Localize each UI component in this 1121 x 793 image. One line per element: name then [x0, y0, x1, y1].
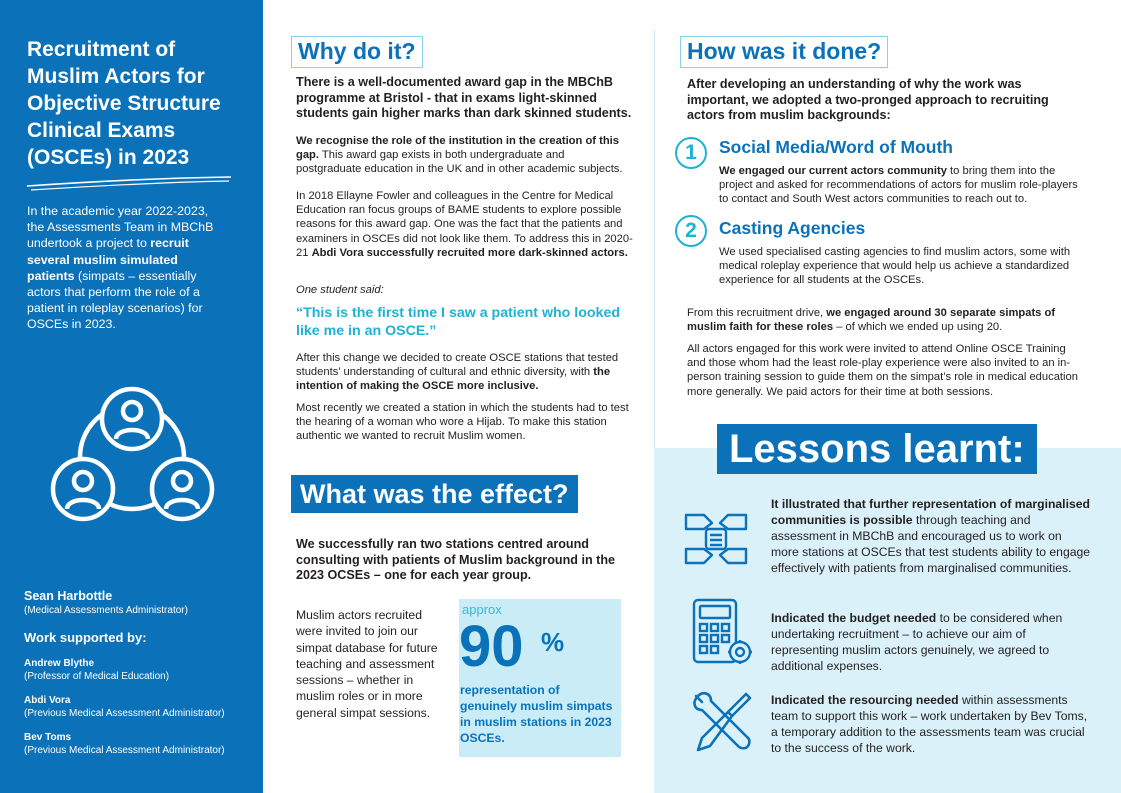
step-body: We used specialised casting agencies to find muslim actors, some with medical roleplay experience that would help us achieve a standardized experience for all students at the OSCEs.	[719, 246, 1071, 287]
step-number: 2	[675, 215, 707, 247]
effect-body: Muslim actors recruited were invited to join our simpat database for future teaching and assessment sessions – whether in muslim roles or in more general simpat sessions.	[296, 608, 438, 720]
lessons-heading: Lessons learnt:	[717, 424, 1037, 474]
stat-unit: %	[541, 627, 565, 657]
lesson-item: Indicated the resourcing needed within assessments team to support this work – work undertaken by Bev Toms, a temporary addition to the assessments team was crucial to the success of the work.	[771, 693, 1088, 756]
step-body: We engaged our current actors community to bring them into the project and asked for recommendations of actors for muslim role-players to contact and South West actors communities to reach out to.	[719, 165, 1078, 206]
stat-card	[459, 599, 621, 757]
effect-lead: We successfully ran two stations centred around consulting with patients of Muslim background in the 2023 OCSEs – one for each year group.	[296, 537, 616, 583]
step-title: Social Media/Word of Mouth	[719, 137, 953, 157]
why-paragraph-3: After this change we decided to create OSCE stations that tested students’ understanding of cultural and ethnic diversity, with the intention of making the OSCE more inclusive.	[296, 352, 619, 393]
why-paragraph-2: In 2018 Ellayne Fowler and colleagues in the Centre for Medical Education ran focus groups of BAME students to explore possible reasons for this award gap. One was the fact that the patients and examiners in OSCEs did not look like them. To address this in 2020-21 Abdi Vora successfully recruited more dark-skinned actors.	[296, 190, 633, 259]
step-title: Casting Agencies	[719, 218, 866, 238]
poster-title: Recruitment of Muslim Actors for Objective Structure Clinical Exams (OSCEs) in 2023	[27, 38, 221, 169]
effect-heading: What was the effect?	[291, 475, 578, 513]
how-lead: After developing an understanding of why the work was important, we adopted a two-pronged approach to recruiting actors from muslim backgrounds:	[687, 77, 1049, 123]
lesson-item: It illustrated that further representation of marginalised communities is possible through teaching and assessment in MBChB and encouraged us to work on more stations at OSCEs that test students ability to engage effectively with patients from marginalised communities.	[771, 497, 1091, 576]
supporter: Abdi Vora (Previous Medical Assessment Administrator)	[24, 695, 225, 719]
author-role: (Medical Assessments Administrator)	[24, 605, 188, 616]
supported-label: Work supported by:	[24, 630, 147, 645]
tools-icon	[688, 688, 756, 756]
title-underline	[25, 174, 233, 192]
why-heading: Why do it?	[291, 36, 423, 68]
calculator-icon	[690, 598, 758, 666]
stat-value: 90	[459, 614, 524, 679]
why-lead: There is a well-documented award gap in the MBChB programme at Bristol - that in exams light-skinned students gain higher marks than dark skinned students.	[296, 75, 632, 121]
why-paragraph-4: Most recently we created a station in which the students had to test the hearing of a woman who wore a Hijab. To make this station authentic we wanted to recruit Muslim women.	[296, 402, 629, 443]
why-paragraph-1: We recognise the role of the institution in the creation of this gap. This award gap exists in both undergraduate and postgraduate education in the UK and in other academic subjects.	[296, 135, 623, 176]
step-number: 1	[675, 137, 707, 169]
stat-approx-label: approx	[462, 602, 502, 617]
intro-text: In the academic year 2022-2023, the Assessments Team in MBChB undertook a project to recruit several muslim simulated patients (simpats – essentially actors that perform the role of a patient in roleplay scenarios) for OSCEs in 2023.	[27, 204, 214, 332]
how-heading: How was it done?	[680, 36, 888, 68]
supporter: Andrew Blythe (Professor of Medical Education)	[24, 658, 170, 682]
stat-description: representation of genuinely muslim simpats in muslim stations in 2023 OSCEs.	[460, 683, 613, 745]
joined-hands-icon	[682, 505, 750, 573]
people-network-icon	[50, 377, 215, 537]
student-quote: “This is the first time I saw a patient who looked like me in an OSCE.”	[296, 305, 621, 339]
how-paragraph-1: From this recruitment drive, we engaged around 30 separate simpats of muslim faith for these roles – of which we ended up using 20.	[687, 307, 1056, 334]
author-name: Sean Harbottle	[24, 589, 113, 603]
column-divider	[654, 30, 655, 450]
supporter: Bev Toms (Previous Medical Assessment Administrator)	[24, 732, 225, 756]
sidebar	[0, 0, 263, 793]
student-said-label: One student said:	[296, 284, 384, 296]
lesson-item: Indicated the budget needed to be considered when undertaking recruitment – to achieve our aim of representing muslim actors genuinely, we agreed to additional expenses.	[771, 611, 1063, 674]
how-paragraph-2: All actors engaged for this work were invited to attend Online OSCE Training and those whom had the least role-play experience were also invited to an in-person training session to guide them on the simpat’s role in medical education more generally. We paid actors for their time at both sessions.	[687, 343, 1078, 398]
